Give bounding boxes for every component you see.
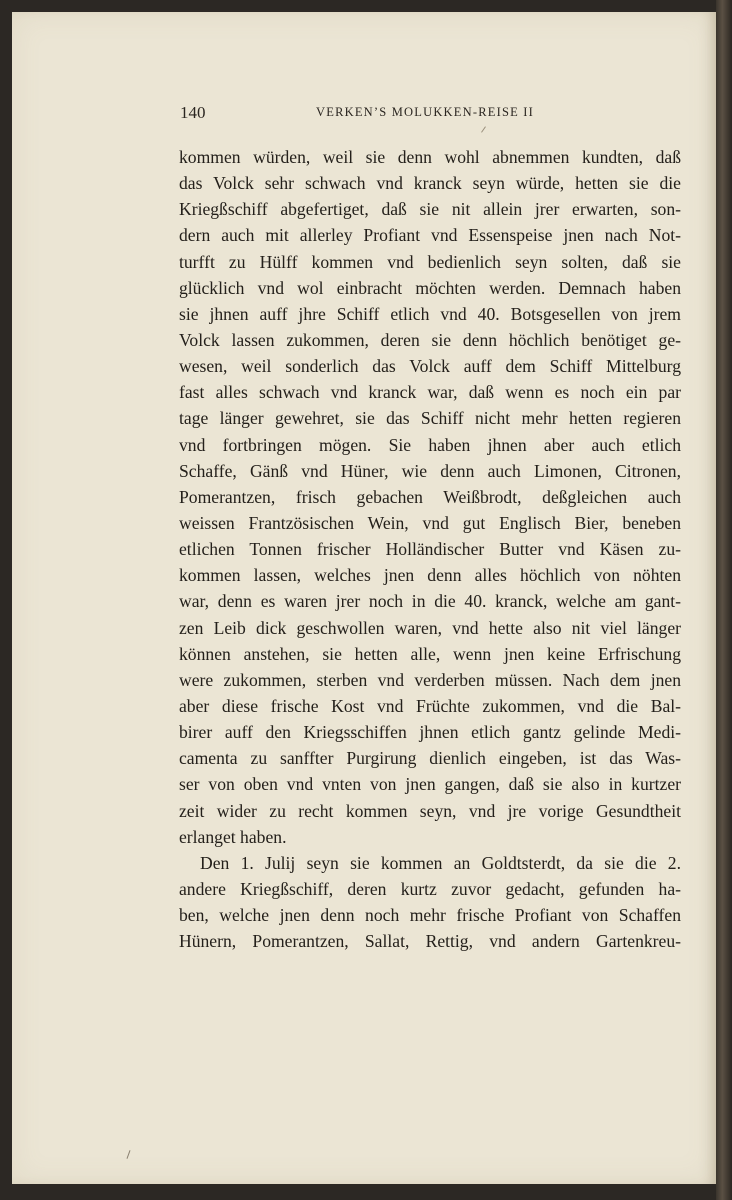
text-line: fast alles schwach vnd kranck war, daß wenn es noch ein par [179,382,681,403]
text-line: zeit wider zu recht kommen seyn, vnd jre vorige Gesundtheit [179,800,681,821]
text-line: turfft zu Hülff kommen vnd bedienlich seyn solten, daß sie [179,251,681,272]
text-line: andere Kriegßschiff, deren kurtz zuvor gedacht, gefunden ha- [179,878,681,899]
text-line: glücklich vnd wol einbracht möchten werden. Demnach haben [179,277,681,298]
text-line: ser von oben vnd vnten von jnen gangen, daß sie also in kurtzer [179,774,681,795]
text-line: ben, welche jnen denn noch mehr frische Profiant von Schaffen [179,905,681,926]
text-line: dern auch mit allerley Profiant vnd Essenspeise jnen nach Not- [179,225,681,246]
text-line: können anstehen, sie hetten alle, wenn jnen keine Erfrischung [179,643,681,664]
text-line: vnd fortbringen mögen. Sie haben jhnen aber auch etlich [179,434,681,455]
text-line: Hünern, Pomerantzen, Sallat, Rettig, vnd andern Gartenkreu- [179,931,681,952]
text-line: were zukommen, sterben vnd verderben müssen. Nach dem jnen [179,669,681,690]
text-line: birer auff den Kriegsschiffen jhnen etlich gantz gelinde Medi- [179,722,681,743]
text-line: sie jhnen auff jhre Schiff etlich vnd 40. Botsgesellen von jrem [179,303,681,324]
text-line: Pomerantzen, frisch gebachen Weißbrodt, deßgleichen auch [179,486,681,507]
paragraph-end-line: erlanget haben. [179,826,287,847]
text-line: weissen Frantzösischen Wein, vnd gut Englisch Bier, beneben [179,512,681,533]
text-line: Schaffe, Gänß vnd Hüner, wie denn auch Limonen, Citronen, [179,460,681,481]
body-text [179,144,681,954]
text-line: kommen würden, weil sie denn wohl abnemmen kundten, daß [179,147,681,167]
text-line: zen Leib dick geschwollen waren, vnd hette also nit viel länger [179,617,681,638]
page-edge-shadow [716,0,732,1200]
text-line: wesen, weil sonderlich das Volck auff dem Schiff Mittelburg [179,356,681,377]
page-number: 140 [180,103,206,122]
text-line: kommen lassen, welches jnen denn alles höchlich von nöhten [179,565,681,586]
text-line: war, denn es waren jrer noch in die 40. kranck, welche am gant- [179,591,681,612]
text-line: das Volck sehr schwach vnd kranck seyn würde, hetten sie die [179,173,681,194]
text-line: Kriegßschiff abgefertiget, daß sie nit allein jrer erwarten, son- [179,199,681,220]
running-head [170,103,570,127]
paragraph-start-line: Den 1. Julij seyn sie kommen an Goldtsterdt, da sie die 2. [200,852,681,873]
text-line: etlichen Tonnen frischer Holländischer Butter vnd Käsen zu- [179,539,681,560]
text-line: camenta zu sanffter Purgirung dienlich eingeben, ist das Was- [179,748,681,769]
text-line: aber diese frische Kost vnd Früchte zukommen, vnd die Bal- [179,695,681,716]
text-line: tage länger gewehret, sie das Schiff nicht mehr hetten regieren [179,408,681,429]
running-title: VERKEN’S MOLUKKEN-REISE II [316,105,534,119]
text-line: Volck lassen zukommen, deren sie denn höchlich benötiget ge- [179,329,681,350]
